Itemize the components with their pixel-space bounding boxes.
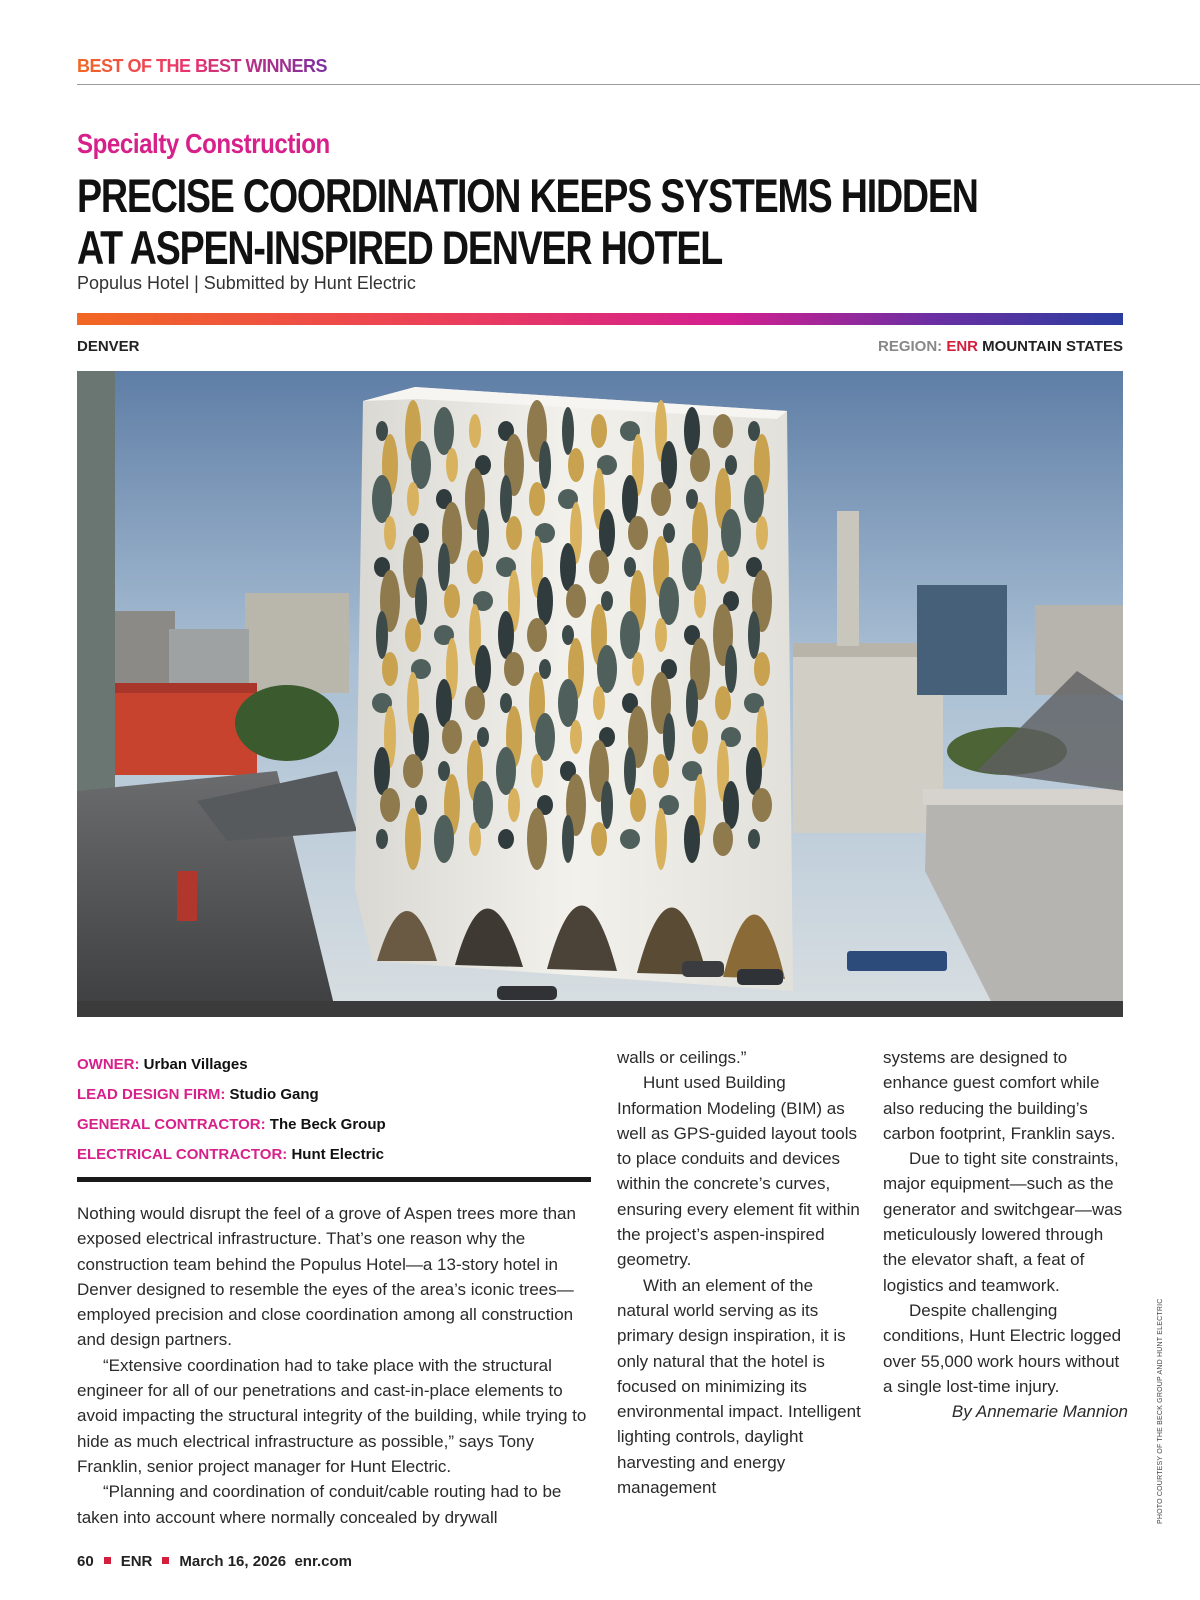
- facade-window: [684, 815, 700, 863]
- facade-window: [405, 808, 421, 870]
- facade-window: [746, 747, 762, 795]
- facade-window: [477, 509, 489, 557]
- facade-window: [632, 652, 644, 686]
- facade-window: [568, 448, 584, 482]
- facade-window: [694, 584, 706, 618]
- gradient-divider: [77, 313, 1123, 325]
- body-column-3: [883, 1045, 1128, 1424]
- facade-window: [384, 516, 396, 550]
- facade-window: [591, 414, 607, 448]
- facade-window: [715, 686, 731, 720]
- facade-window: [628, 516, 648, 550]
- paragraph: “Extensive coordination had to take place with the structural engineer for all of our penetrations and cast-in-place elements to avoid impacting the structural integrity of the building, while trying to hide as much electrical infrastructure as possible,” says Tony Franklin, senior project manager for Hunt Electric.: [77, 1355, 587, 1476]
- header-rule: [77, 84, 1200, 85]
- separator-square: [104, 1557, 111, 1564]
- credit-value: Urban Villages: [143, 1056, 248, 1073]
- facade-window: [690, 448, 710, 482]
- facade-window: [469, 822, 481, 856]
- facade-window: [498, 829, 514, 849]
- paragraph: “Planning and coordination of conduit/cable routing had to be taken into account where normally concealed by drywall: [77, 1482, 562, 1527]
- facade-window: [566, 584, 586, 618]
- footer-brand: ENR: [120, 1553, 153, 1570]
- facade-window: [434, 815, 454, 863]
- facade-window: [593, 686, 605, 720]
- facade-window: [405, 618, 421, 652]
- facade-window: [436, 679, 452, 727]
- facade-window: [655, 618, 667, 652]
- facade-window: [382, 652, 398, 686]
- facade-window: [713, 822, 733, 856]
- facade-window: [376, 829, 388, 849]
- credit-general-contractor: [77, 1110, 592, 1140]
- facade-window: [539, 441, 551, 489]
- credit-owner: [77, 1050, 592, 1080]
- facade-window: [601, 781, 613, 829]
- region-name: MOUNTAIN STATES: [982, 338, 1123, 355]
- series-kicker: BEST OF THE BEST WINNERS: [77, 56, 328, 76]
- credit-label: ELECTRICAL CONTRACTOR:: [77, 1146, 288, 1163]
- facade-window: [692, 720, 708, 754]
- facade-window: [413, 713, 429, 761]
- facade-window: [756, 516, 768, 550]
- region-brand: ENR: [946, 338, 978, 355]
- facade-window: [403, 754, 423, 788]
- facade-window: [527, 808, 547, 870]
- body-column-2: [617, 1045, 862, 1500]
- facade-window: [597, 645, 617, 693]
- facade-window: [473, 781, 493, 829]
- facade-window: [748, 829, 760, 849]
- article-headline: PRECISE COORDINATION KEEPS SYSTEMS HIDDEN AT ASPEN-INSPIRED DENVER HOTEL: [77, 169, 978, 274]
- facade-window: [508, 788, 520, 822]
- credit-label: OWNER:: [77, 1056, 140, 1073]
- facade-window: [415, 577, 427, 625]
- facade-window: [589, 550, 609, 584]
- facade-window: [624, 747, 636, 795]
- facade-window: [444, 584, 460, 618]
- facade-window: [659, 577, 679, 625]
- facade-window: [374, 747, 390, 795]
- facade-window: [682, 543, 702, 591]
- credits-rule: [77, 1177, 591, 1182]
- paragraph: Despite challenging conditions, Hunt Electric logged over 55,000 work hours without a single lost-time injury.: [883, 1300, 1122, 1396]
- credit-label: GENERAL CONTRACTOR:: [77, 1116, 266, 1133]
- facade-window: [446, 448, 458, 482]
- credit-value: Studio Gang: [229, 1086, 319, 1103]
- paragraph: Due to tight site constraints, major equipment—such as the generator and switchgear—was meticulously lowered through the elevator shaft, a feat of logistics and teamwork.: [883, 1149, 1123, 1295]
- region-prefix: REGION:: [877, 338, 943, 355]
- facade-window: [620, 829, 640, 849]
- facade-window: [500, 475, 512, 523]
- hotel-photo: [77, 371, 1123, 1017]
- facade-window: [376, 611, 388, 659]
- facade-window: [562, 815, 574, 863]
- facade-window: [655, 808, 667, 870]
- facade-window: [630, 788, 646, 822]
- facade-window: [537, 577, 553, 625]
- photo-credit: PHOTO COURTESY OF THE BECK GROUP AND HUNT ELECTRIC: [1157, 1298, 1164, 1524]
- facade-window: [372, 475, 392, 523]
- section-label: Specialty Construction: [77, 128, 330, 159]
- facade-window: [721, 509, 741, 557]
- facade-window: [752, 788, 772, 822]
- credit-electrical-contractor: [77, 1140, 592, 1170]
- facade-window: [498, 611, 514, 659]
- facade-window: [467, 550, 483, 584]
- facade-window: [438, 543, 450, 591]
- facade-window: [465, 686, 485, 720]
- facade-window: [661, 441, 677, 489]
- facade-window: [442, 720, 462, 754]
- facade-window: [407, 482, 419, 516]
- article-subhead: Populus Hotel | Submitted by Hunt Electric: [77, 273, 416, 293]
- facade-window: [591, 822, 607, 856]
- facade-window: [723, 781, 739, 829]
- facade-window: [748, 611, 760, 659]
- credit-value: Hunt Electric: [291, 1146, 384, 1163]
- separator-square: [162, 1557, 169, 1564]
- region-label: [878, 338, 1123, 355]
- facade-window: [653, 754, 669, 788]
- page-number: 60: [77, 1553, 94, 1570]
- credit-label: LEAD DESIGN FIRM:: [77, 1086, 226, 1103]
- facade-window: [725, 645, 737, 693]
- paragraph: Hunt used Building Information Modeling (BIM) as well as GPS-guided layout tools to place conduits and devices within the concrete’s curves, ensuring every element fit within the project’s aspen-inspired geometry.: [617, 1073, 860, 1270]
- facade-window: [411, 441, 431, 489]
- facade-window: [469, 414, 481, 448]
- facade-window: [531, 754, 543, 788]
- paragraph: walls or ceilings.”: [617, 1048, 747, 1067]
- facade-window: [504, 652, 524, 686]
- facade-window: [684, 407, 700, 455]
- facade-window: [570, 720, 582, 754]
- facade-window: [535, 713, 555, 761]
- facade-window: [475, 645, 491, 693]
- hotel-building: [355, 387, 793, 991]
- facade-window: [717, 550, 729, 584]
- paragraph: Nothing would disrupt the feel of a grove of Aspen trees more than exposed electrical infrastructure. That’s one reason why the construction team behind the Populus Hotel—a 13-story hotel in Denver designed to resemble the eyes of the area’s iconic trees—employed precision and close coordination among all construction and design partners.: [77, 1204, 576, 1350]
- paragraph: systems are designed to enhance guest comfort while also reducing the building’s carbon footprint, Franklin says.: [883, 1048, 1116, 1143]
- facade-window: [599, 509, 615, 557]
- facade-window: [434, 407, 454, 455]
- facade-window: [663, 713, 675, 761]
- facade-window: [744, 475, 764, 523]
- body-column-1: [77, 1201, 597, 1530]
- facade-window: [620, 611, 640, 659]
- facade-window: [651, 482, 671, 516]
- page-footer: [77, 1553, 352, 1570]
- paragraph: With an element of the natural world serving as its primary design inspiration, it is only natural that the hotel is focused on minimizing its environmental impact. Intelligent lighting controls, daylight harvesting and energy management: [617, 1275, 861, 1498]
- facade-window: [686, 679, 698, 727]
- facade-window: [562, 407, 574, 455]
- credit-value: The Beck Group: [269, 1116, 386, 1133]
- project-credits: [77, 1050, 592, 1170]
- facade-window: [622, 475, 638, 523]
- facade-window: [506, 516, 522, 550]
- facade-window: [754, 652, 770, 686]
- facade-window: [496, 747, 516, 795]
- facade-window: [713, 414, 733, 448]
- credit-design-firm: [77, 1080, 592, 1110]
- facade-window: [560, 543, 576, 591]
- location-label: DENVER: [77, 338, 140, 355]
- issue-date: March 16, 2026: [179, 1553, 287, 1570]
- website: enr.com: [294, 1553, 352, 1570]
- facade-window: [527, 618, 547, 652]
- facade-window: [558, 679, 578, 727]
- facade-window: [380, 788, 400, 822]
- facade-window: [529, 482, 545, 516]
- byline: By Annemarie Mannion: [951, 1402, 1128, 1422]
